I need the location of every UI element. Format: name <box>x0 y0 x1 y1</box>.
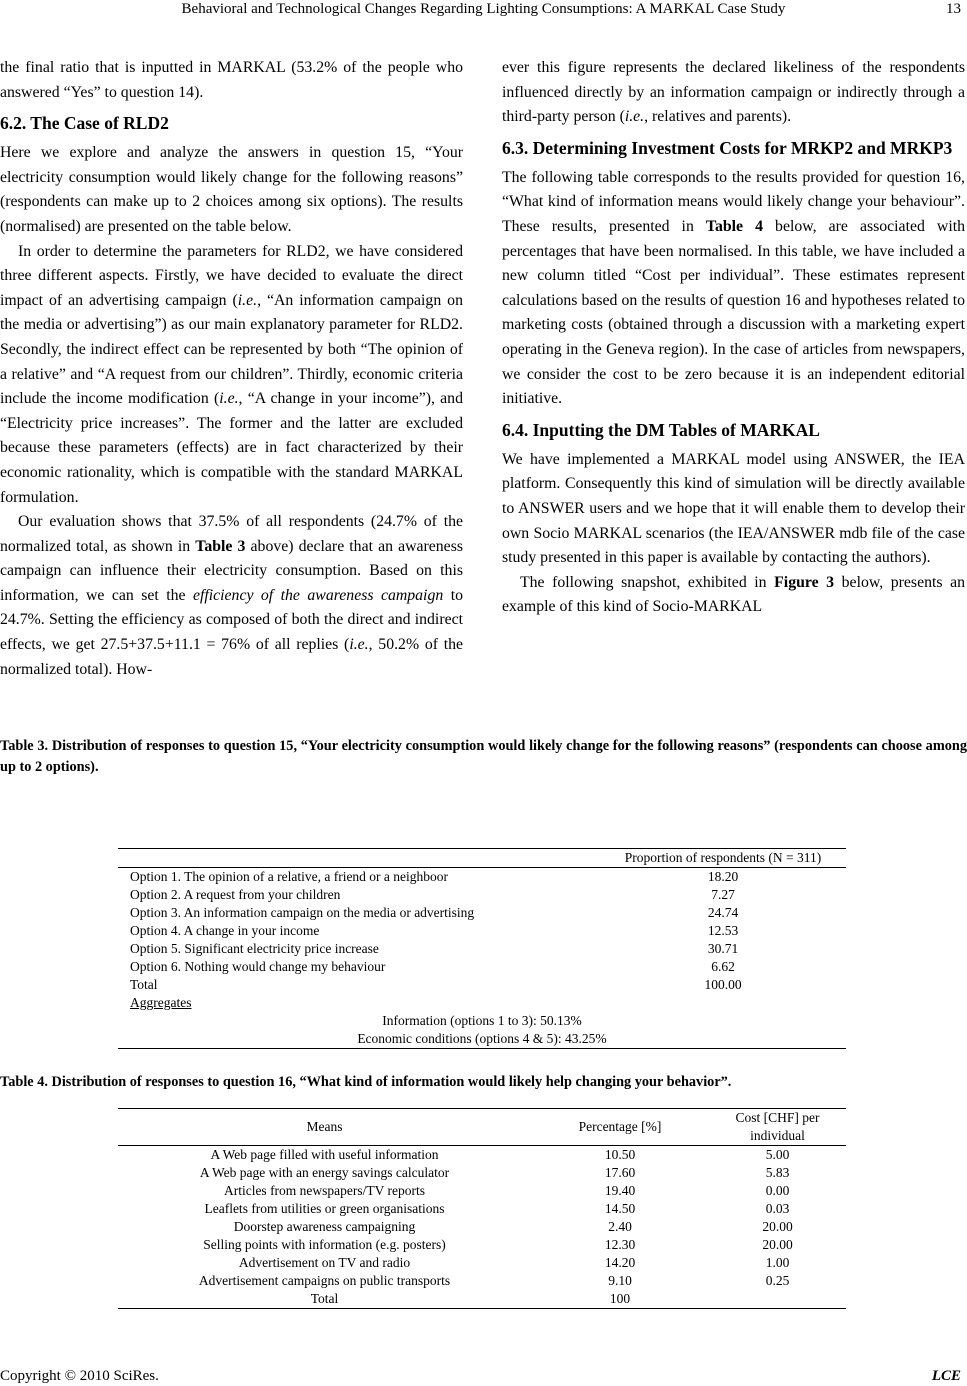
table-4-caption: Table 4. Distribution of responses to question 16, “What kind of information would likely help changing your behavior”. <box>0 1074 732 1090</box>
paragraph: Our evaluation shows that 37.5% of all respondents (24.7% of the normalized total, as shown in Table 3 above) declare that an awareness campaign can influence their electricity consumption. Based on this information, we can set the efficiency of the awareness campaign to 24.7%. Setting the efficiency as composed of both the direct and indirect effects, we get 27.5+37.5+11.1 = 76% of all replies (i.e., 50.2% of the normalized total). How- <box>0 513 463 678</box>
paragraph: ever this figure represents the declared likeliness of the respondents influenced directly by an information campaign or indirectly through a third-party person (i.e., relatives and parents). <box>502 59 965 126</box>
section-heading-6-3: 6.3. Determining Investment Costs for MRKP2 and MRKP3 <box>502 137 953 158</box>
table-total-row: Total 100 <box>118 1290 846 1309</box>
table-row: Leaflets from utilities or green organisations 14.50 0.03 <box>204 1201 790 1216</box>
table-row: Option 5. Significant electricity price increase 30.71 <box>130 941 739 956</box>
table-row: A Web page with an energy savings calculator 17.60 5.83 <box>199 1165 790 1180</box>
figure-reference: Figure 3 <box>774 573 835 591</box>
aggregate-row: Information (options 1 to 3): 50.13% <box>382 1013 582 1028</box>
table-3 <box>118 848 846 1049</box>
table-header-row <box>118 849 846 868</box>
copyright-notice: Copyright © 2010 SciRes. <box>0 1368 159 1384</box>
table-row: Option 4. A change in your income 12.53 <box>130 923 739 938</box>
left-column <box>0 56 463 682</box>
table-total-row: Total 100.00 <box>130 977 742 992</box>
table-row: Advertisement on TV and radio 14.20 1.00 <box>238 1255 790 1270</box>
paragraph: The following table corresponds to the results provided for question 16, “What kind of information means would likely change your behaviour”. These results, presented in Table 4 below, are associated with percentages that have been normalised. In this table, we have included a new column titled “Cost per individual”. These estimates represent calculations based on the results of question 16 and hypotheses related to marketing costs (obtained through a discussion with a marketing expert operating in the Geneva region). In the case of articles from newspapers, we consider the cost to be zero because it is an independent editorial initiative. <box>502 168 965 408</box>
column-header: Percentage [%] <box>531 1109 709 1146</box>
table-row: Option 3. An information campaign on the media or advertising 24.74 <box>130 905 739 920</box>
table-row: A Web page filled with useful information 10.50 5.00 <box>210 1147 790 1162</box>
page-number: 13 <box>946 1 961 17</box>
column-header: Cost [CHF] per individual <box>709 1109 846 1146</box>
table-row: Option 1. The opinion of a relative, a friend or a neighboor 18.20 <box>130 869 739 884</box>
table-reference: Table 4 <box>705 217 764 235</box>
table-row: Doorstep awareness campaigning 2.40 20.00 <box>233 1219 793 1234</box>
paragraph: The following snapshot, exhibited in Figure 3 below, presents an example of this kind of Socio-MARKAL <box>502 573 966 616</box>
paragraph: the final ratio that is inputted in MARKAL (53.2% of the people who answered “Yes” to question 14). <box>0 59 463 101</box>
right-column <box>502 56 965 620</box>
section-heading-6-4: 6.4. Inputting the DM Tables of MARKAL <box>502 419 820 440</box>
table-row: Selling points with information (e.g. posters) 12.30 20.00 <box>203 1237 793 1252</box>
table-row: Articles from newspapers/TV reports 19.40 0.00 <box>223 1183 790 1198</box>
table-row: Advertisement campaigns on public transports 9.10 0.25 <box>198 1273 790 1288</box>
aggregates-label-row: Aggregates <box>130 995 192 1010</box>
table-row: Option 6. Nothing would change my behaviour 6.62 <box>130 959 735 974</box>
column-header: Proportion of respondents (N = 311) <box>600 849 846 868</box>
column-header: Means <box>118 1109 531 1146</box>
section-heading-6-2: 6.2. The Case of RLD2 <box>0 113 169 134</box>
aggregate-row: Economic conditions (options 4 & 5): 43.25% <box>118 1030 846 1049</box>
running-title: Behavioral and Technological Changes Regarding Lighting Consumptions: A MARKAL Case Study <box>181 1 786 17</box>
paragraph: In order to determine the parameters for RLD2, we have considered three different aspects. Firstly, we have decided to evaluate the direct impact of an advertising campaign (i.e., “An information campaign on the media or advertising”) as our main explanatory parameter for RLD2. Secondly, the indirect effect can be represented by both “The opinion of a relative” and “A request from our children”. Thirdly, economic criteria include the income modification (i.e., “A change in your income”), and “Electricity price increases”. The former and the latter are excluded because these parameters (effects) are in fact characterized by their economic rationality, which is compatible with the standard MARKAL formulation. <box>0 242 463 506</box>
paragraph: Here we explore and analyze the answers in question 15, “Your electricity consumption would likely change for the following reasons” (respondents can make up to 2 choices among six options). The results (normalised) are presented on the table below. <box>0 144 463 235</box>
table-3-caption: Table 3. Distribution of responses to question 15, “Your electricity consumption would likely change for the following reasons” (respondents can choose among up to 2 options). <box>0 738 967 775</box>
table-reference: Table 3 <box>195 537 246 555</box>
table-4 <box>118 1108 846 1309</box>
table-header-row <box>118 1109 846 1146</box>
table-row: Option 2. A request from your children 7.27 <box>130 887 735 902</box>
journal-abbreviation: LCE <box>931 1368 961 1384</box>
page-header <box>0 0 967 22</box>
paragraph: We have implemented a MARKAL model using ANSWER, the IEA platform. Consequently this kind of simulation will be directly available to ANSWER users and we hope that it will enable them to develop their own Socio MARKAL scenarios (the IEA/ANSWER mdb file of the case study presented in this paper is available by contacting the authors). <box>502 450 965 567</box>
